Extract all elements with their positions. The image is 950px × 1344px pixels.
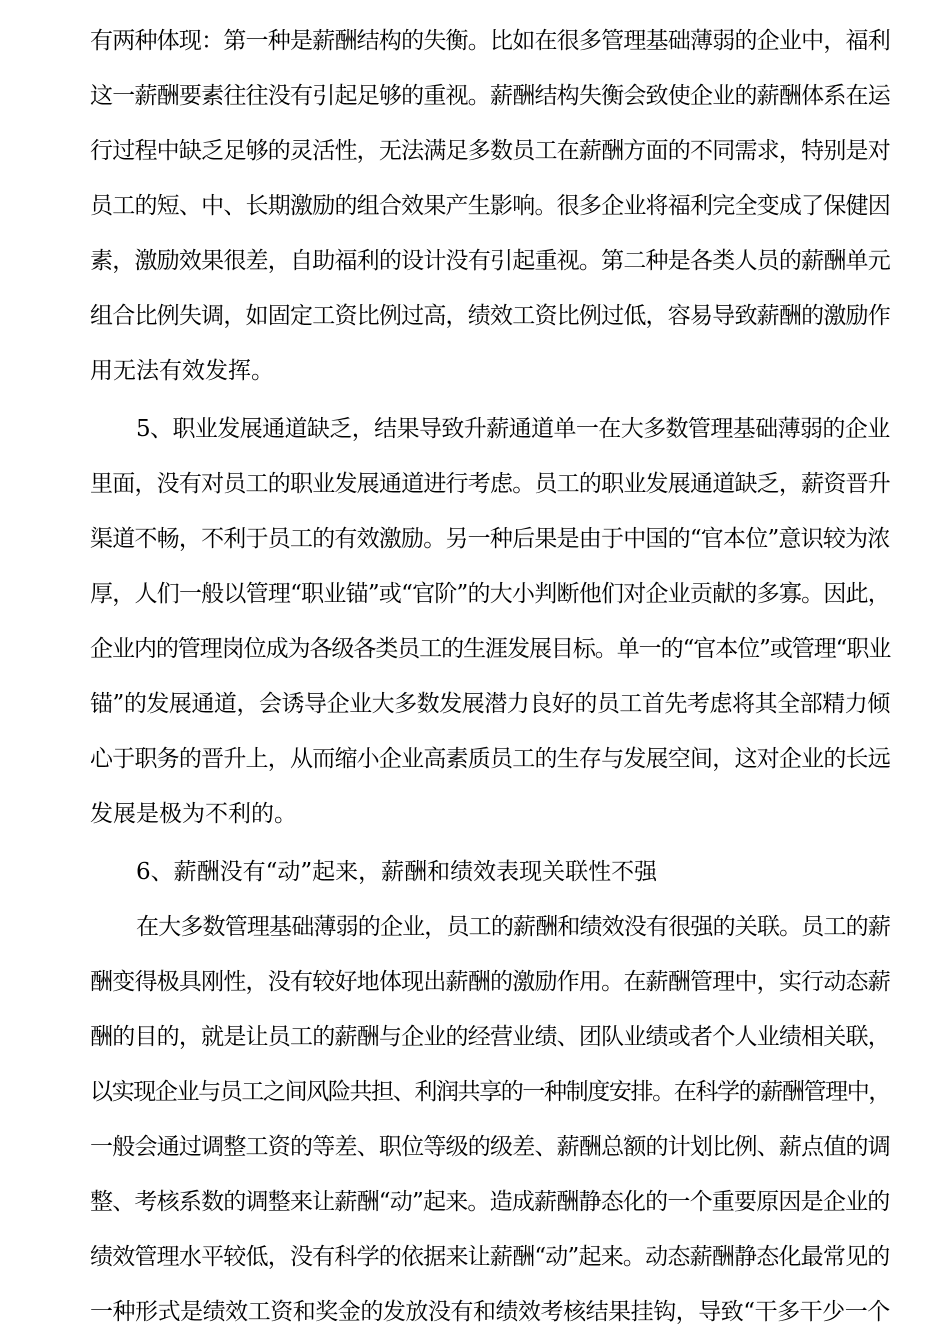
section-heading-6: 6、薪酬没有“动”起来，薪酬和绩效表现关联性不强 — [136, 859, 658, 885]
body-text-line: 酬变得极具刚性，没有较好地体现出薪酬的激励作用。在薪酬管理中，实行动态薪 — [90, 969, 891, 995]
body-text-line: 里面，没有对员工的职业发展通道进行考虑。员工的职业发展通道缺乏，薪资晋升 — [90, 471, 891, 497]
body-text-line: 这一薪酬要素往往没有引起足够的重视。薪酬结构失衡会致使企业的薪酬体系在运 — [90, 83, 891, 109]
body-text-line: 发展是极为不利的。 — [90, 801, 297, 827]
body-text-line: 行过程中缺乏足够的灵活性，无法满足多数员工在薪酬方面的不同需求，特别是对 — [90, 138, 891, 164]
body-text-line: 一种形式是绩效工资和奖金的发放没有和绩效考核结果挂钩，导致“干多干少一个 — [90, 1299, 890, 1325]
body-text-line: 渠道不畅，不利于员工的有效激励。另一种后果是由于中国的“官本位”意识较为浓 — [90, 526, 890, 552]
body-text-line: 心于职务的晋升上，从而缩小企业高素质员工的生存与发展空间，这对企业的长远 — [90, 746, 891, 772]
body-text-line: 在大多数管理基础薄弱的企业，员工的薪酬和绩效没有很强的关联。员工的薪 — [136, 914, 891, 940]
body-text-line: 组合比例失调，如固定工资比例过高，绩效工资比例过低，容易导致薪酬的激励作 — [90, 303, 891, 329]
body-text-line: 用无法有效发挥。 — [90, 358, 274, 384]
body-text-line: 酬的目的，就是让员工的薪酬与企业的经营业绩、团队业绩或者个人业绩相关联， — [90, 1024, 891, 1050]
body-text-line: 绩效管理水平较低，没有科学的依据来让薪酬“动”起来。动态薪酬静态化最常见的 — [90, 1244, 890, 1270]
body-text-line: 以实现企业与员工之间风险共担、利润共享的一种制度安排。在科学的薪酬管理中， — [90, 1079, 891, 1105]
body-text-line: 企业内的管理岗位成为各级各类员工的生涯发展目标。单一的“官本位”或管理“职业 — [90, 636, 891, 662]
body-text-line: 一般会通过调整工资的等差、职位等级的级差、薪酬总额的计划比例、薪点值的调 — [90, 1134, 891, 1160]
body-text-line: 锚”的发展通道，会诱导企业大多数发展潜力良好的员工首先考虑将其全部精力倾 — [90, 691, 890, 717]
body-text-line: 整、考核系数的调整来让薪酬“动”起来。造成薪酬静态化的一个重要原因是企业的 — [90, 1189, 890, 1215]
body-text-line: 有两种体现：第一种是薪酬结构的失衡。比如在很多管理基础薄弱的企业中，福利 — [90, 28, 891, 54]
body-text-line: 素，激励效果很差，自助福利的设计没有引起重视。第二种是各类人员的薪酬单元 — [90, 248, 891, 274]
section-heading-5: 5、职业发展通道缺乏，结果导致升薪通道单一在大多数管理基础薄弱的企业 — [136, 416, 890, 442]
body-text-line: 厚，人们一般以管理“职业锚”或“官阶”的大小判断他们对企业贡献的多寡。因此， — [90, 581, 891, 607]
body-text-line: 员工的短、中、长期激励的组合效果产生影响。很多企业将福利完全变成了保健因 — [90, 193, 891, 219]
